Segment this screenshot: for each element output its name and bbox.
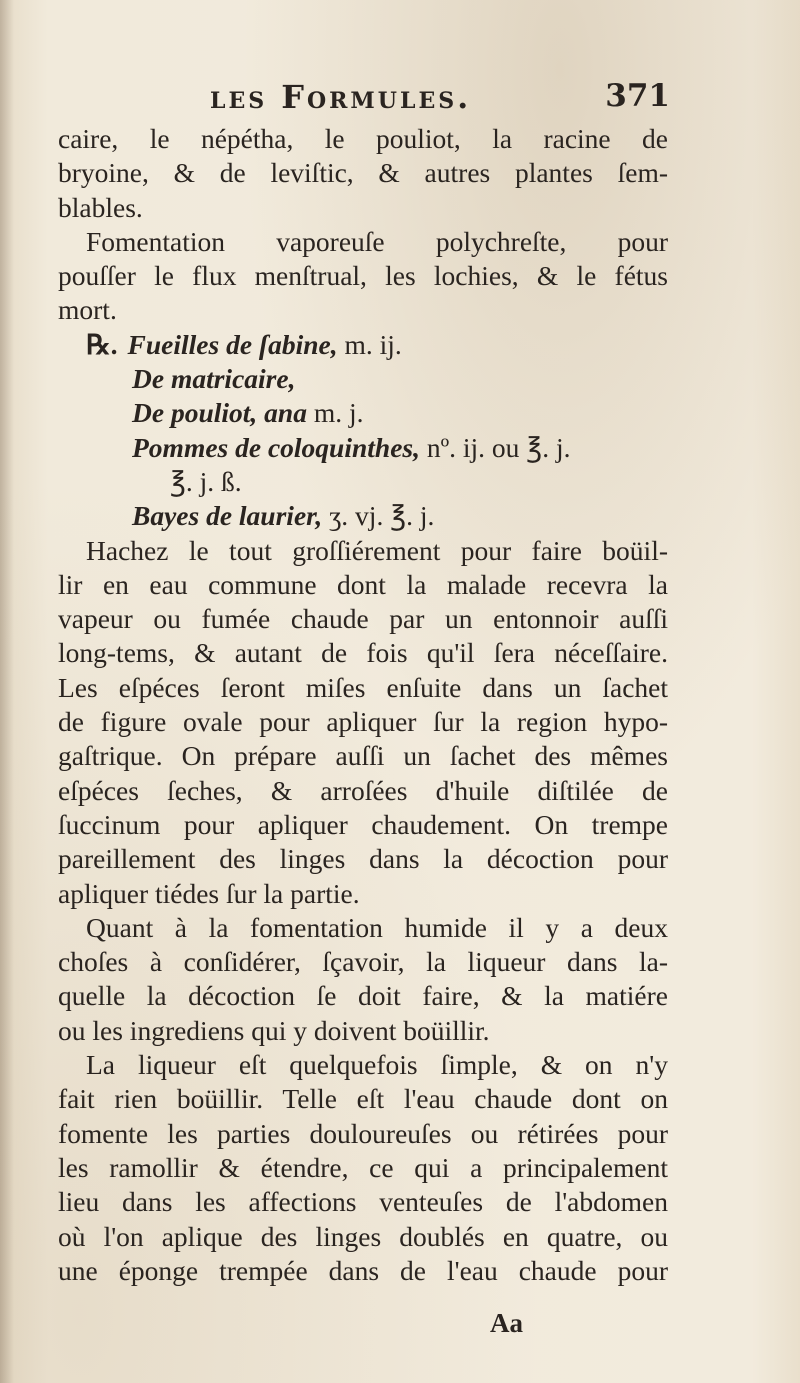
text-line: une éponge trempée dans de l'eau chaude pour <box>58 1254 668 1286</box>
text-line: fomente les parties douloureuſes ou rétirées pour <box>58 1117 668 1149</box>
page-number: 371 <box>605 78 670 114</box>
text-line: fait rien boüillir. Telle eſt l'eau chaude dont on <box>58 1083 668 1115</box>
recipe-line <box>58 328 668 362</box>
recipe-line <box>58 465 668 499</box>
paragraph-3 <box>58 534 668 911</box>
text-line: ou les ingrediens qui y doivent boüillir. <box>58 1014 490 1046</box>
text-line: de figure ovale pour apliquer ſur la region hypo- <box>58 706 668 738</box>
text-line: mort. <box>58 294 117 326</box>
text-line: Quant à la fomentation humide il y a deux <box>86 911 668 943</box>
paragraph-2 <box>58 225 668 328</box>
text-line: blables. <box>58 191 143 223</box>
text-line: apliquer tiédes ſur la partie. <box>58 877 360 909</box>
recipe-line <box>58 396 668 430</box>
text-line: ſuccinum pour apliquer chaudement. On trempe <box>58 808 668 840</box>
running-title: les Formules. <box>210 78 472 116</box>
text-line: Fomentation vaporeuſe polychreſte, pour <box>86 225 668 257</box>
text-line: choſes à conſidérer, ſçavoir, la liqueur dans la- <box>58 946 668 978</box>
text-line: La liqueur eſt quelquefois ſimple, & on n'y <box>86 1049 668 1081</box>
text-line: eſpéces ſeches, & arroſées d'huile diſtilée de <box>58 774 668 806</box>
paragraph-4 <box>58 911 668 1048</box>
text-line: bryoine, & de leviſtic, & autres plantes ſem- <box>58 157 668 189</box>
ingredient-name: De matricaire, <box>132 363 296 395</box>
ingredient-name: Fueilles de ſabine, <box>127 328 338 360</box>
spine-shadow <box>0 0 14 1383</box>
text-line: lir en eau commune dont la malade recevra la <box>58 568 668 600</box>
text-line: gaſtrique. On prépare auſſi un ſachet des mêmes <box>58 740 668 772</box>
recipe-list <box>58 328 668 534</box>
body-text <box>58 122 668 1288</box>
recipe-line <box>58 431 668 465</box>
text-line: quelle la décoction ſe doit faire, & la matiére <box>58 980 668 1012</box>
signature-mark: Aa <box>490 1308 523 1338</box>
ingredient-dose: m. j. <box>306 397 364 429</box>
recipe-symbol: ℞. <box>86 328 118 360</box>
ingredient-dose: nº. ij. ou ℥. j. <box>420 431 571 463</box>
ingredient-dose: m. ij. <box>337 328 402 360</box>
paragraph-5 <box>58 1048 668 1288</box>
text-line: Hachez le tout groſſiérement pour faire boüil- <box>86 534 668 566</box>
recipe-line <box>58 362 668 396</box>
ingredient-name: De pouliot, ana <box>132 397 307 429</box>
text-line: vapeur ou fumée chaude par un entonnoir auſſi <box>58 603 668 635</box>
recipe-line <box>58 499 668 533</box>
text-line: les ramollir & étendre, ce qui a principalement <box>58 1151 668 1183</box>
ingredient-dose: ʒ. vj. ℥. j. <box>322 500 435 532</box>
text-line: Les eſpéces ſeront miſes enſuite dans un ſachet <box>58 671 668 703</box>
text-line: pareillement des linges dans la décoction pour <box>58 843 668 875</box>
paragraph-1 <box>58 122 668 225</box>
ingredient-name: Bayes de laurier, <box>132 500 323 532</box>
ingredient-dose: ℥. j. ß. <box>170 465 242 497</box>
text-line: caire, le népétha, le pouliot, la racine de <box>58 123 668 154</box>
text-line: long-tems, & autant de fois qu'il ſera néceſſaire. <box>58 637 668 669</box>
text-line: pouſſer le flux menſtrual, les lochies, & le fétus <box>58 260 668 292</box>
text-line: où l'on aplique des linges doublés en quatre, ou <box>58 1220 668 1252</box>
text-line: lieu dans les affections venteuſes de l'abdomen <box>58 1186 668 1218</box>
page-header <box>60 78 670 118</box>
ingredient-name: Pommes de coloquinthes, <box>132 431 420 463</box>
